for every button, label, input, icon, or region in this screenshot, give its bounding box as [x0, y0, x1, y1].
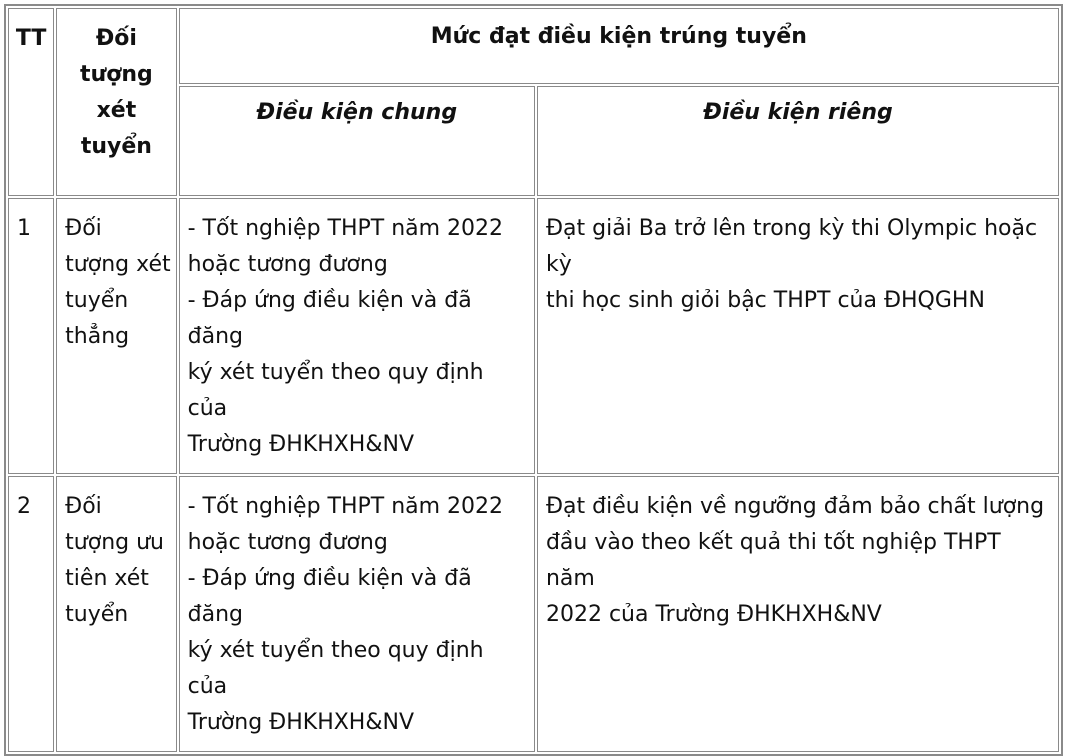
general-line: - Tốt nghiệp THPT năm 2022	[187, 216, 504, 241]
general-line: ký xét tuyển theo quy định của	[187, 638, 484, 699]
specific-line: đầu vào theo kết quả thi tốt nghiệp THPT năm	[545, 530, 1001, 591]
object-line: tuyển	[65, 288, 129, 313]
row-number: 2	[8, 476, 54, 752]
row-specific-condition	[537, 198, 1059, 474]
header-object-line: Đối	[95, 26, 137, 51]
header-object	[56, 8, 176, 196]
row-general-condition	[179, 198, 535, 474]
row-object	[56, 476, 176, 752]
row-object	[56, 198, 176, 474]
specific-line: thi học sinh giỏi bậc THPT của ĐHQGHN	[545, 288, 985, 313]
header-general: Điều kiện chung	[179, 86, 535, 196]
general-line: Trường ĐHKHXH&NV	[187, 710, 415, 735]
object-line: tuyển	[65, 602, 129, 627]
header-tt: TT	[8, 8, 54, 196]
row-general-condition	[179, 476, 535, 752]
object-line: tiên xét	[65, 566, 149, 591]
specific-line: Đạt điều kiện về ngưỡng đảm bảo chất lượng	[545, 494, 1045, 519]
header-level: Mức đạt điều kiện trúng tuyển	[179, 8, 1059, 84]
object-line: tượng ưu	[65, 530, 164, 555]
row-specific-condition	[537, 476, 1059, 752]
object-line: tượng xét	[65, 252, 171, 277]
admission-conditions-table	[4, 4, 1063, 756]
header-object-line: tượng	[80, 62, 153, 87]
object-line: Đối	[65, 494, 102, 519]
object-line: thẳng	[65, 324, 130, 349]
general-line: - Đáp ứng điều kiện và đã đăng	[187, 288, 472, 349]
specific-line: 2022 của Trường ĐHKHXH&NV	[545, 602, 882, 627]
table-row	[8, 476, 1059, 752]
header-object-line: tuyển	[80, 134, 152, 159]
general-line: Trường ĐHKHXH&NV	[187, 432, 415, 457]
specific-line: Đạt giải Ba trở lên trong kỳ thi Olympic hoặc kỳ	[545, 216, 1038, 277]
general-line: hoặc tương đương	[187, 252, 388, 277]
general-line: hoặc tương đương	[187, 530, 388, 555]
general-line: - Tốt nghiệp THPT năm 2022	[187, 494, 504, 519]
object-line: Đối	[65, 216, 102, 241]
row-number: 1	[8, 198, 54, 474]
general-line: - Đáp ứng điều kiện và đã đăng	[187, 566, 472, 627]
header-object-line: xét	[96, 98, 137, 123]
header-specific: Điều kiện riêng	[537, 86, 1059, 196]
table-row	[8, 198, 1059, 474]
general-line: ký xét tuyển theo quy định của	[187, 360, 484, 421]
